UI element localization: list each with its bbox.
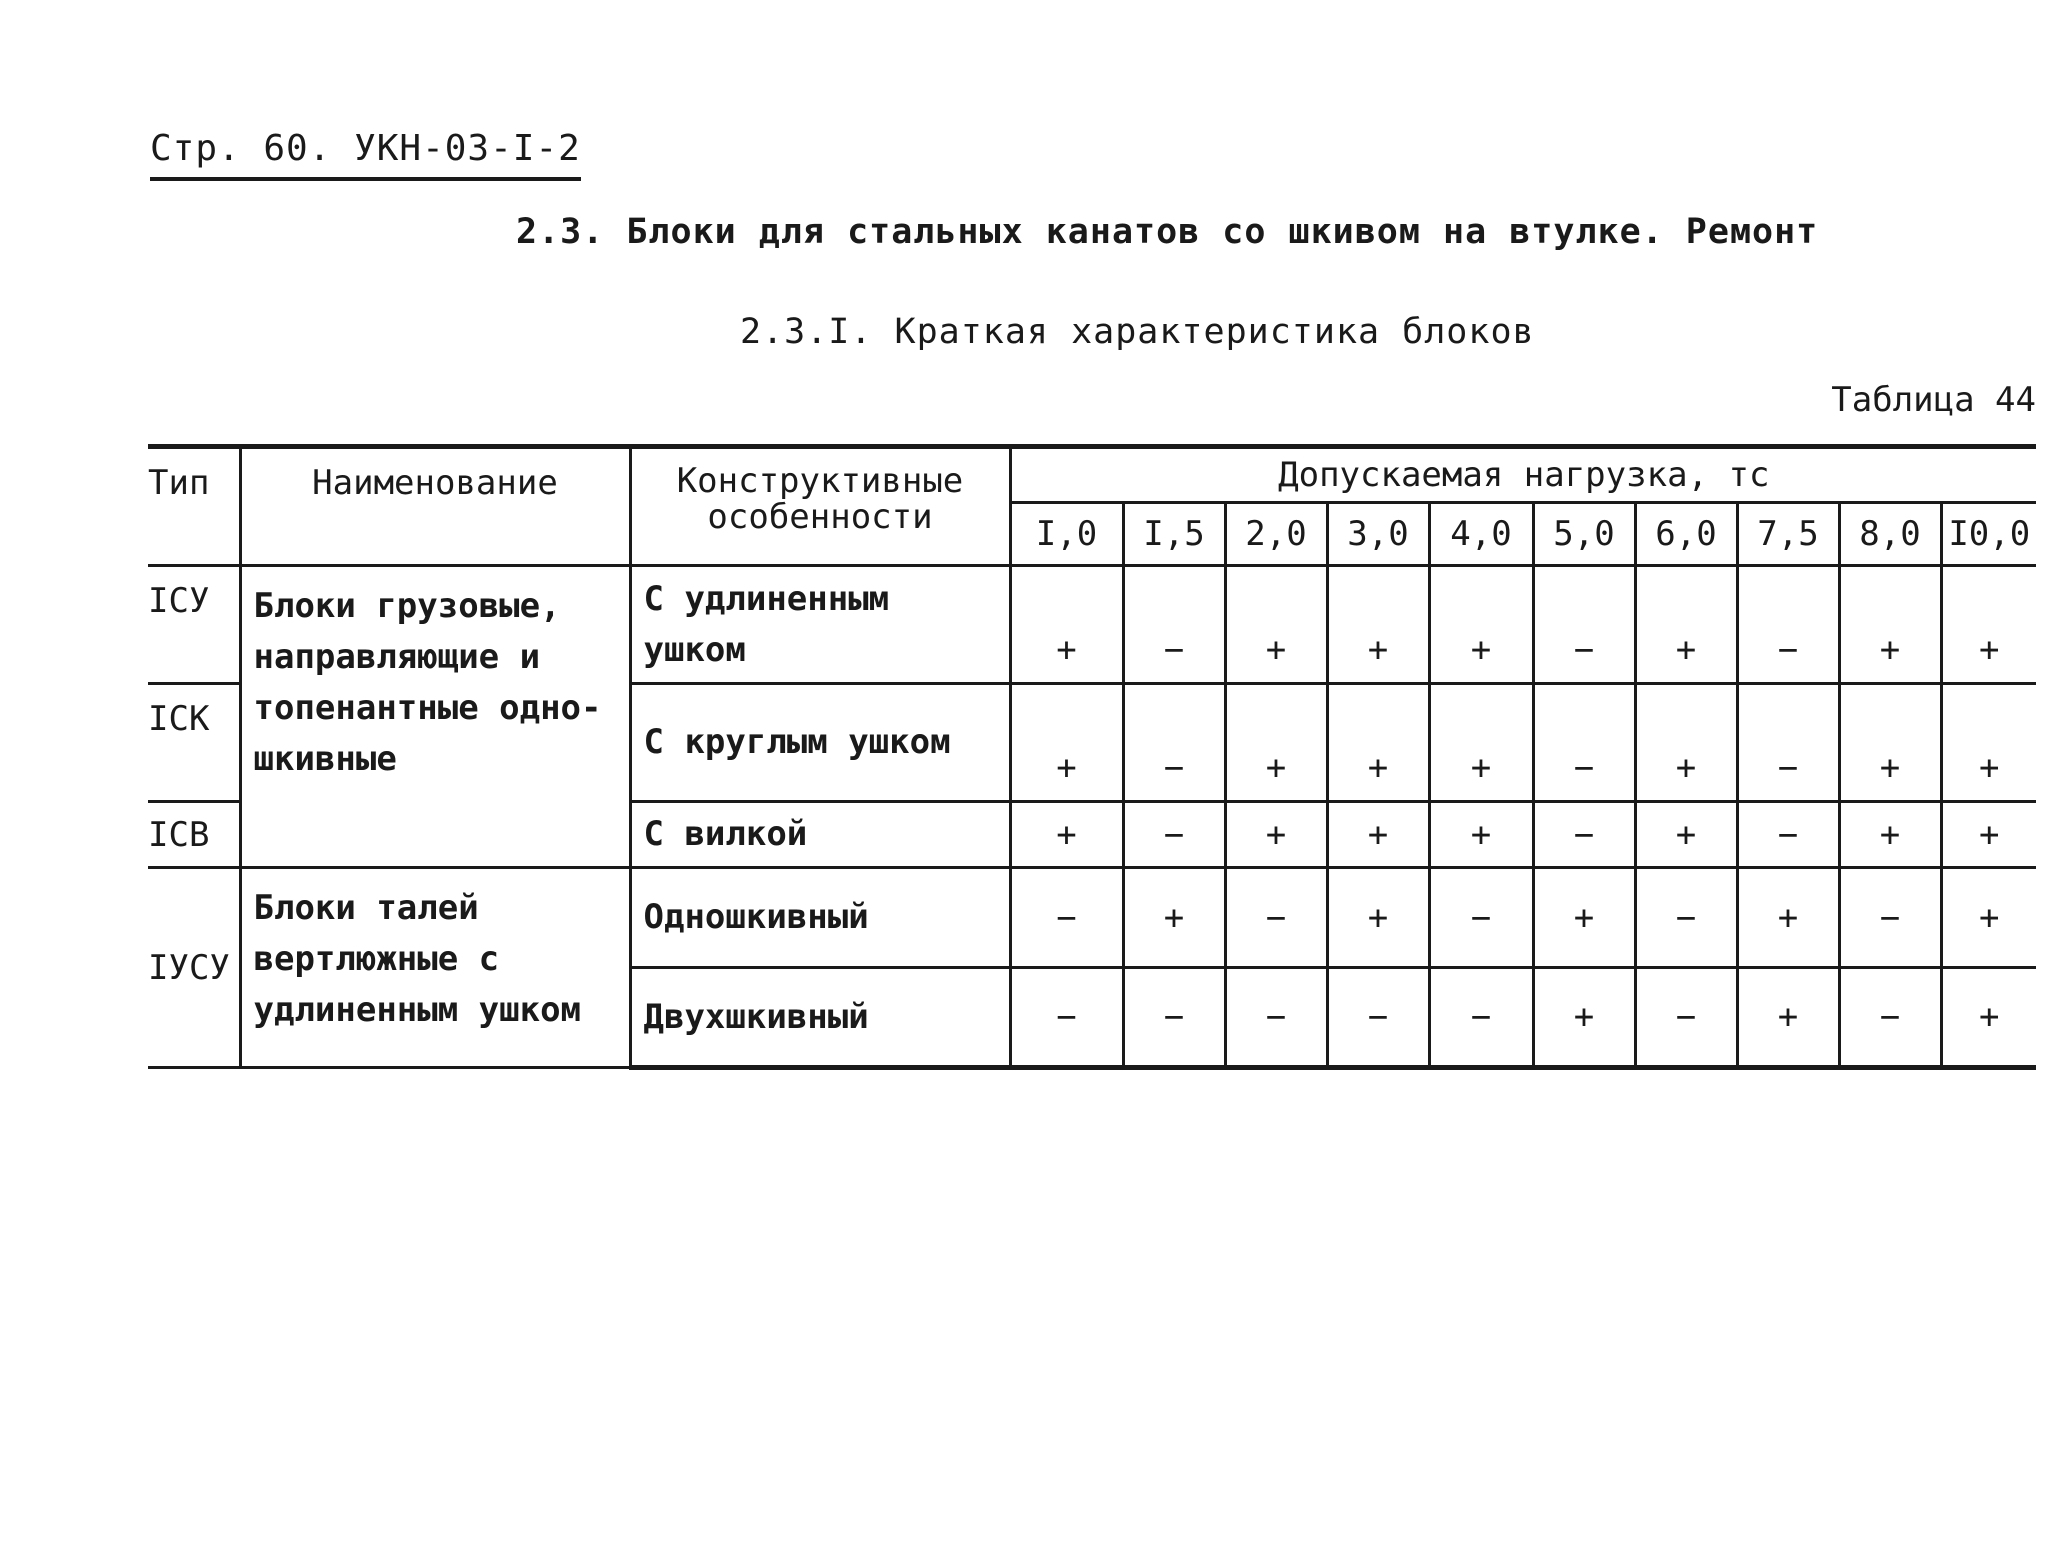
header-load: 2,0 [1225, 503, 1327, 566]
type-cell: ICУ [148, 566, 240, 684]
feature-cell: Одношкивный [630, 868, 1010, 968]
header-load: 4,0 [1429, 503, 1533, 566]
mark-cell: − [1123, 684, 1225, 802]
mark-cell: − [1737, 802, 1839, 868]
mark-cell: − [1010, 968, 1123, 1068]
mark-cell: + [1123, 868, 1225, 968]
header-type: Тип [148, 447, 240, 566]
mark-cell: + [1225, 684, 1327, 802]
header-features: Конструктивные особенности [630, 447, 1010, 566]
mark-cell: + [1941, 868, 2036, 968]
table-label: Таблица 44 [1831, 380, 2036, 420]
mark-cell: − [1533, 566, 1635, 684]
mark-cell: + [1327, 684, 1429, 802]
mark-cell: + [1737, 968, 1839, 1068]
mark-cell: + [1635, 684, 1737, 802]
header-load: 8,0 [1839, 503, 1941, 566]
mark-cell: + [1941, 968, 2036, 1068]
header-load: I0,0 [1941, 503, 2036, 566]
feature-cell: С круглым ушком [630, 684, 1010, 802]
mark-cell: + [1327, 566, 1429, 684]
mark-cell: + [1429, 566, 1533, 684]
type-cell: ICК [148, 684, 240, 802]
mark-cell: − [1225, 968, 1327, 1068]
mark-cell: + [1839, 684, 1941, 802]
header-load: I,0 [1010, 503, 1123, 566]
header-load: 5,0 [1533, 503, 1635, 566]
mark-cell: − [1123, 968, 1225, 1068]
header-name: Наименование [240, 447, 630, 566]
type-cell: IУСУ [148, 868, 240, 1068]
header-load: 7,5 [1737, 503, 1839, 566]
mark-cell: − [1123, 566, 1225, 684]
subsection-title: 2.3.I. Краткая характеристика блоков [740, 312, 1535, 352]
mark-cell: + [1941, 802, 2036, 868]
mark-cell: − [1533, 684, 1635, 802]
mark-cell: + [1010, 684, 1123, 802]
mark-cell: + [1225, 566, 1327, 684]
mark-cell: − [1635, 968, 1737, 1068]
mark-cell: + [1429, 684, 1533, 802]
type-cell: ICВ [148, 802, 240, 868]
header-load: 3,0 [1327, 503, 1429, 566]
mark-cell: + [1941, 566, 2036, 684]
mark-cell: − [1737, 566, 1839, 684]
section-title: 2.3. Блоки для стальных канатов со шкивом на втулке. Ремонт [516, 212, 1819, 252]
feature-cell: С вилкой [630, 802, 1010, 868]
mark-cell: + [1737, 868, 1839, 968]
mark-cell: + [1010, 566, 1123, 684]
mark-cell: + [1839, 802, 1941, 868]
mark-cell: − [1429, 868, 1533, 968]
blocks-characteristics-table [148, 444, 2036, 1070]
name-cell: Блоки талей вертлюжные с удлиненным ушком [240, 868, 630, 1068]
page-reference: Стр. 60. УКН-03-I-2 [150, 128, 581, 181]
mark-cell: − [1635, 868, 1737, 968]
mark-cell: + [1010, 802, 1123, 868]
mark-cell: + [1327, 802, 1429, 868]
header-load-group: Допускаемая нагрузка, тс [1010, 447, 2036, 503]
mark-cell: + [1533, 968, 1635, 1068]
header-load: 6,0 [1635, 503, 1737, 566]
mark-cell: + [1327, 868, 1429, 968]
mark-cell: + [1635, 802, 1737, 868]
mark-cell: − [1123, 802, 1225, 868]
table-row [148, 566, 2036, 684]
mark-cell: + [1635, 566, 1737, 684]
header-load: I,5 [1123, 503, 1225, 566]
mark-cell: − [1010, 868, 1123, 968]
mark-cell: + [1941, 684, 2036, 802]
table-row [148, 868, 2036, 968]
mark-cell: − [1327, 968, 1429, 1068]
header-row-1 [148, 447, 2036, 503]
mark-cell: − [1225, 868, 1327, 968]
mark-cell: − [1839, 968, 1941, 1068]
mark-cell: + [1429, 802, 1533, 868]
feature-cell: Двухшкивный [630, 968, 1010, 1068]
mark-cell: + [1225, 802, 1327, 868]
mark-cell: − [1429, 968, 1533, 1068]
mark-cell: + [1533, 868, 1635, 968]
feature-cell: С удлиненным ушком [630, 566, 1010, 684]
mark-cell: − [1533, 802, 1635, 868]
mark-cell: + [1839, 566, 1941, 684]
name-cell: Блоки грузовые, направляющие и топенантные одно-шкивные [240, 566, 630, 868]
mark-cell: − [1839, 868, 1941, 968]
mark-cell: − [1737, 684, 1839, 802]
